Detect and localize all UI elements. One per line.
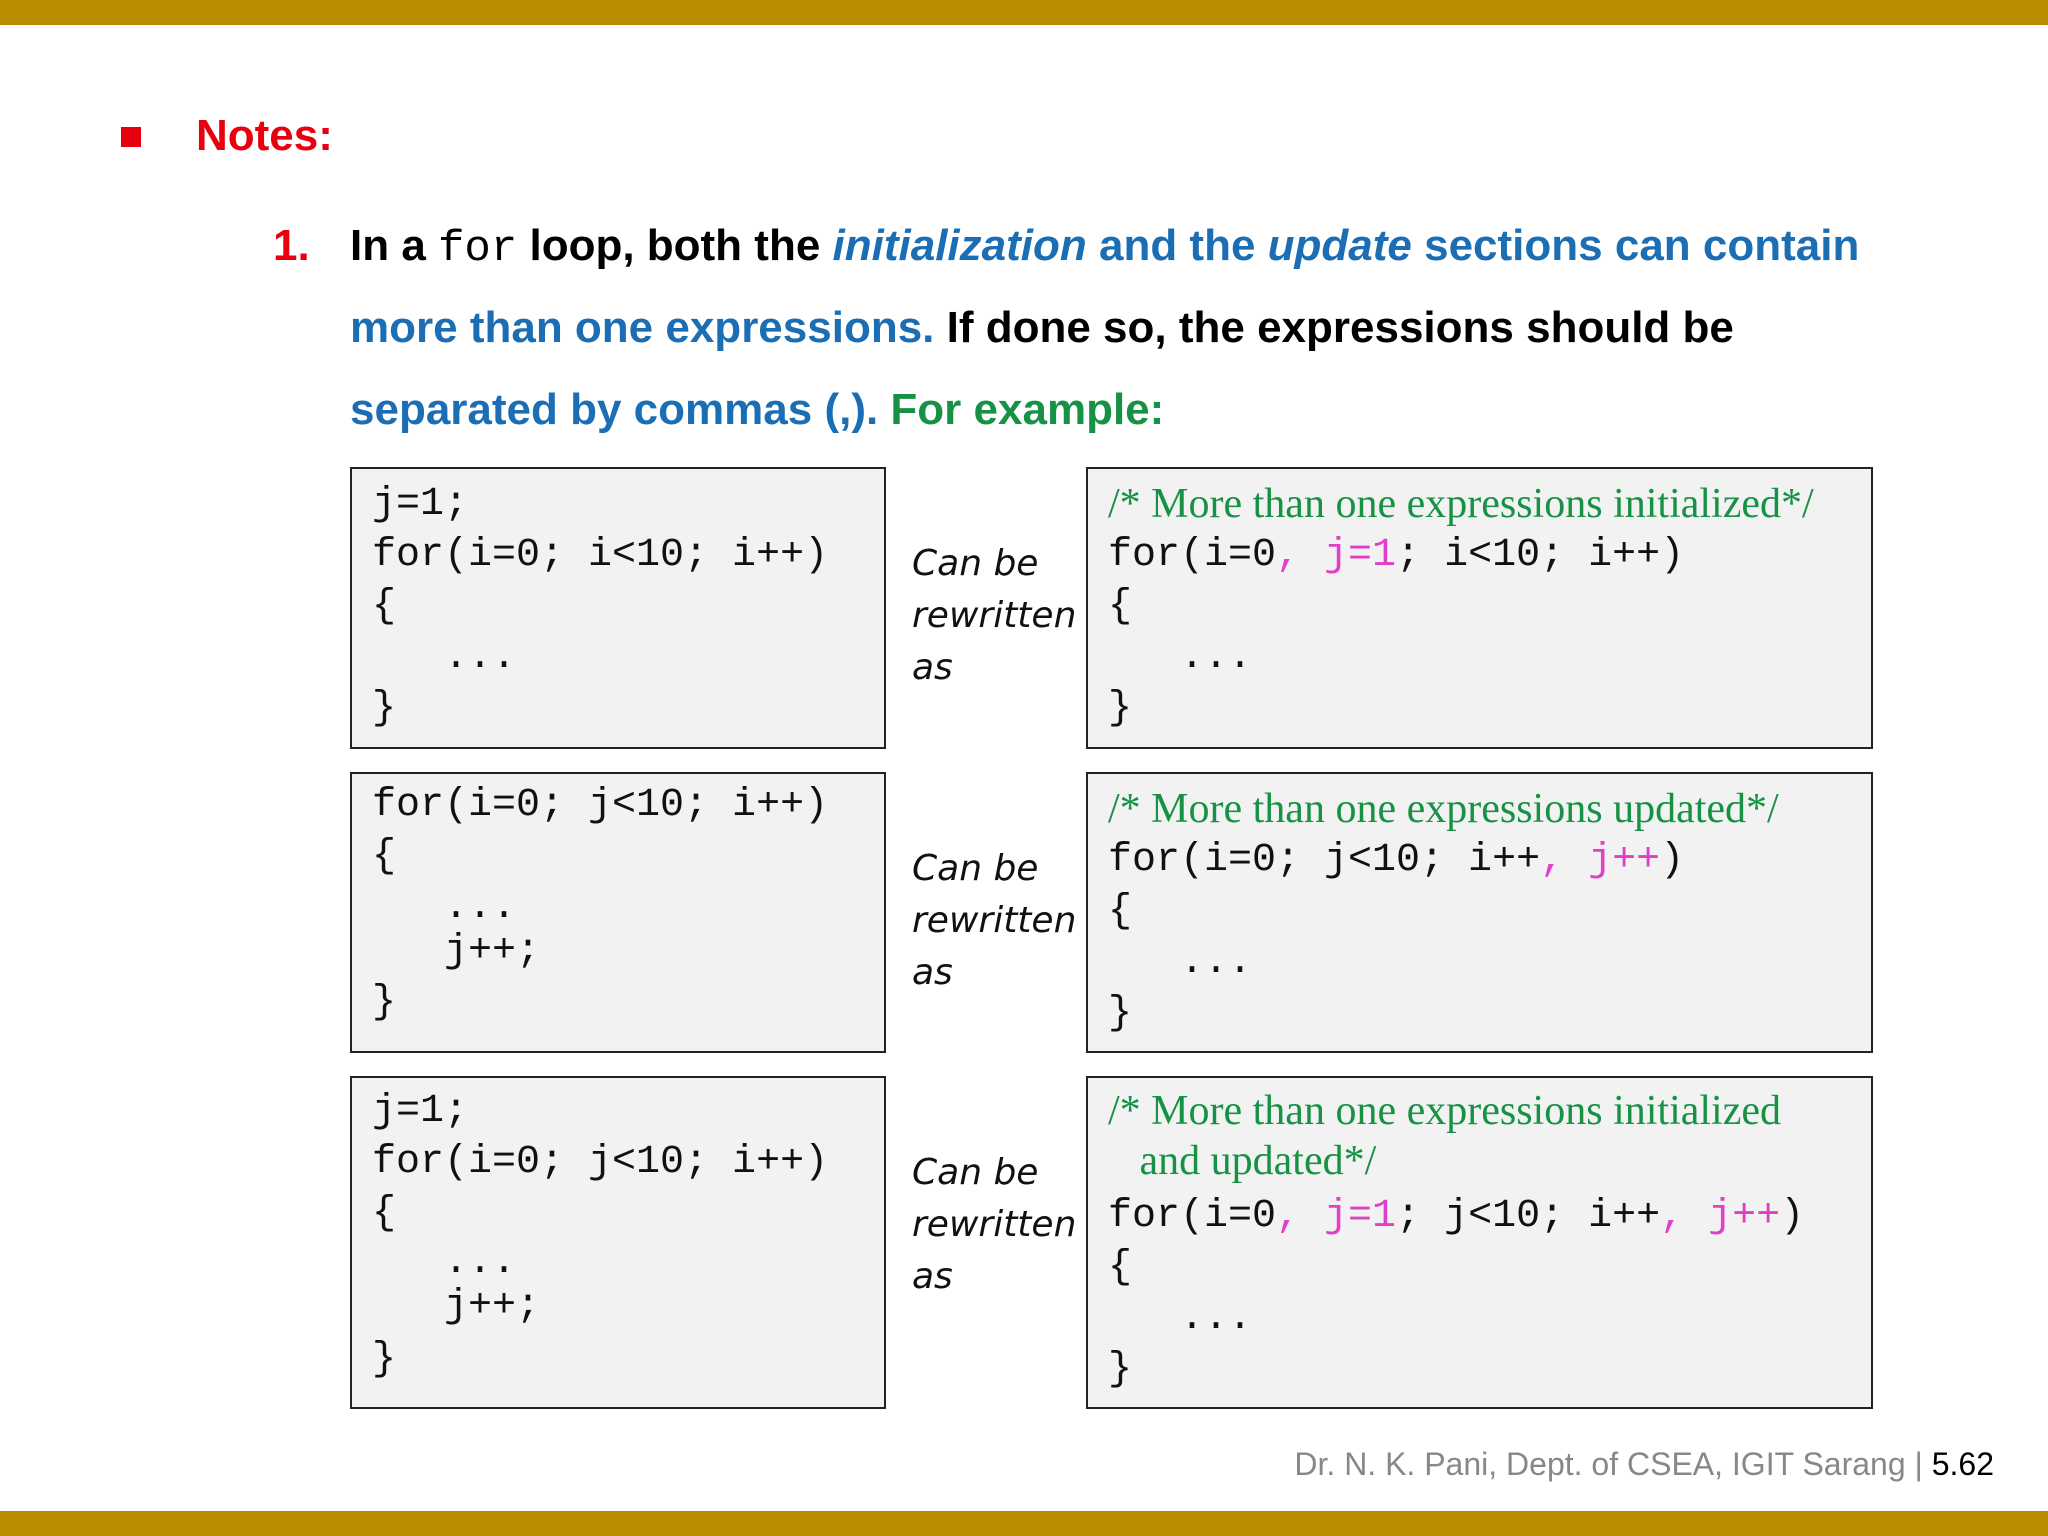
code-segment: , <box>1276 533 1301 578</box>
code-line: } <box>372 1337 397 1382</box>
code-segment: ; i<10; i++) <box>1396 533 1685 578</box>
square-bullet-icon <box>121 127 141 147</box>
code-line: } <box>372 980 397 1025</box>
code-segment: j++ <box>1684 1194 1781 1239</box>
code-line: } <box>1108 686 1133 731</box>
footer-author: Dr. N. K. Pani, Dept. of CSEA, IGIT Sarang | <box>1294 1446 1932 1482</box>
text-segment: loop, both the <box>517 221 833 270</box>
code-line: { <box>372 584 397 629</box>
rewritten-text: rewritten <box>912 900 1077 941</box>
code-segment: j++ <box>1564 838 1661 883</box>
code-keyword-for: for <box>438 224 518 274</box>
code-line: j=1; <box>372 1089 469 1134</box>
code-box-rewritten-2 <box>1086 772 1873 1053</box>
rewritten-label-2 <box>912 843 1076 999</box>
code-line: j++; <box>372 1284 541 1329</box>
code-segment: for(i=0 <box>1108 1194 1277 1239</box>
code-line: ... <box>1108 1296 1253 1341</box>
item-number: 1. <box>273 221 310 270</box>
paragraph-line-2 <box>350 287 1734 369</box>
text-segment: and the <box>1098 221 1268 270</box>
term-initialization: initialization <box>832 221 1099 270</box>
code-segment: j=1 <box>1300 1194 1397 1239</box>
text-segment: sections can contain <box>1411 221 1860 270</box>
code-line: ... <box>372 885 517 930</box>
code-line: ... <box>372 1240 517 1285</box>
rewritten-text: as <box>912 1256 953 1297</box>
text-segment: separated by commas (,). <box>350 385 879 434</box>
code-line: { <box>1108 1245 1133 1290</box>
text-segment: more than one expressions. <box>350 303 935 352</box>
term-update: update <box>1267 221 1412 270</box>
code-line: { <box>372 1191 397 1236</box>
top-accent-bar <box>0 0 2048 25</box>
code-line: { <box>372 834 397 879</box>
paragraph-line-3 <box>350 369 1164 451</box>
code-comment: and updated*/ <box>1108 1138 1377 1184</box>
code-line: } <box>372 686 397 731</box>
code-line: { <box>1108 584 1133 629</box>
code-line <box>1108 835 1684 886</box>
code-line: ... <box>1108 940 1253 985</box>
rewritten-text: Can be <box>912 543 1039 584</box>
slide-footer <box>1294 1444 1994 1484</box>
code-box-original-2 <box>350 772 886 1053</box>
code-segment: , <box>1660 1194 1685 1239</box>
code-segment: for(i=0; j<10; i++ <box>1108 838 1541 883</box>
code-line <box>1108 1191 1804 1242</box>
code-line: ... <box>372 635 517 680</box>
code-comment: /* More than one expressions updated*/ <box>1108 786 1779 832</box>
code-segment: ) <box>1660 838 1685 883</box>
code-segment: ; j<10; i++ <box>1396 1194 1661 1239</box>
paragraph-line-1 <box>350 205 1859 290</box>
code-box-rewritten-1 <box>1086 467 1873 749</box>
bottom-accent-bar <box>0 1511 2048 1536</box>
code-segment: ) <box>1780 1194 1805 1239</box>
code-box-original-3 <box>350 1076 886 1409</box>
rewritten-text: Can be <box>912 1152 1039 1193</box>
rewritten-text: as <box>912 647 953 688</box>
notes-heading: Notes: <box>196 111 333 160</box>
text-segment: If done so, the expressions should be <box>934 303 1734 352</box>
code-line: j=1; <box>372 482 469 527</box>
code-line: } <box>1108 1347 1133 1392</box>
rewritten-text: rewritten <box>912 595 1077 636</box>
code-box-rewritten-3 <box>1086 1076 1873 1409</box>
code-box-original-1 <box>350 467 886 749</box>
code-line: for(i=0; j<10; i++) <box>372 1140 829 1185</box>
rewritten-label-1 <box>912 538 1076 694</box>
rewritten-text: Can be <box>912 848 1039 889</box>
rewritten-label-3 <box>912 1147 1076 1303</box>
rewritten-text: as <box>912 952 953 993</box>
code-line: } <box>1108 991 1133 1036</box>
page-number: 5.62 <box>1931 1446 1994 1482</box>
text-segment: For example: <box>878 385 1165 434</box>
code-segment: for(i=0 <box>1108 533 1277 578</box>
code-line: for(i=0; j<10; i++) <box>372 783 829 828</box>
text-segment: In a <box>350 221 439 270</box>
code-segment: j=1 <box>1300 533 1397 578</box>
code-line: for(i=0; i<10; i++) <box>372 533 829 578</box>
code-comment: /* More than one expressions initialized*/ <box>1108 481 1814 527</box>
code-segment: , <box>1540 838 1565 883</box>
code-line: j++; <box>372 929 541 974</box>
code-comment: /* More than one expressions initialized <box>1108 1088 1782 1134</box>
code-line: ... <box>1108 635 1253 680</box>
code-segment: , <box>1276 1194 1301 1239</box>
rewritten-text: rewritten <box>912 1204 1077 1245</box>
code-line <box>1108 530 1684 581</box>
code-line: { <box>1108 889 1133 934</box>
